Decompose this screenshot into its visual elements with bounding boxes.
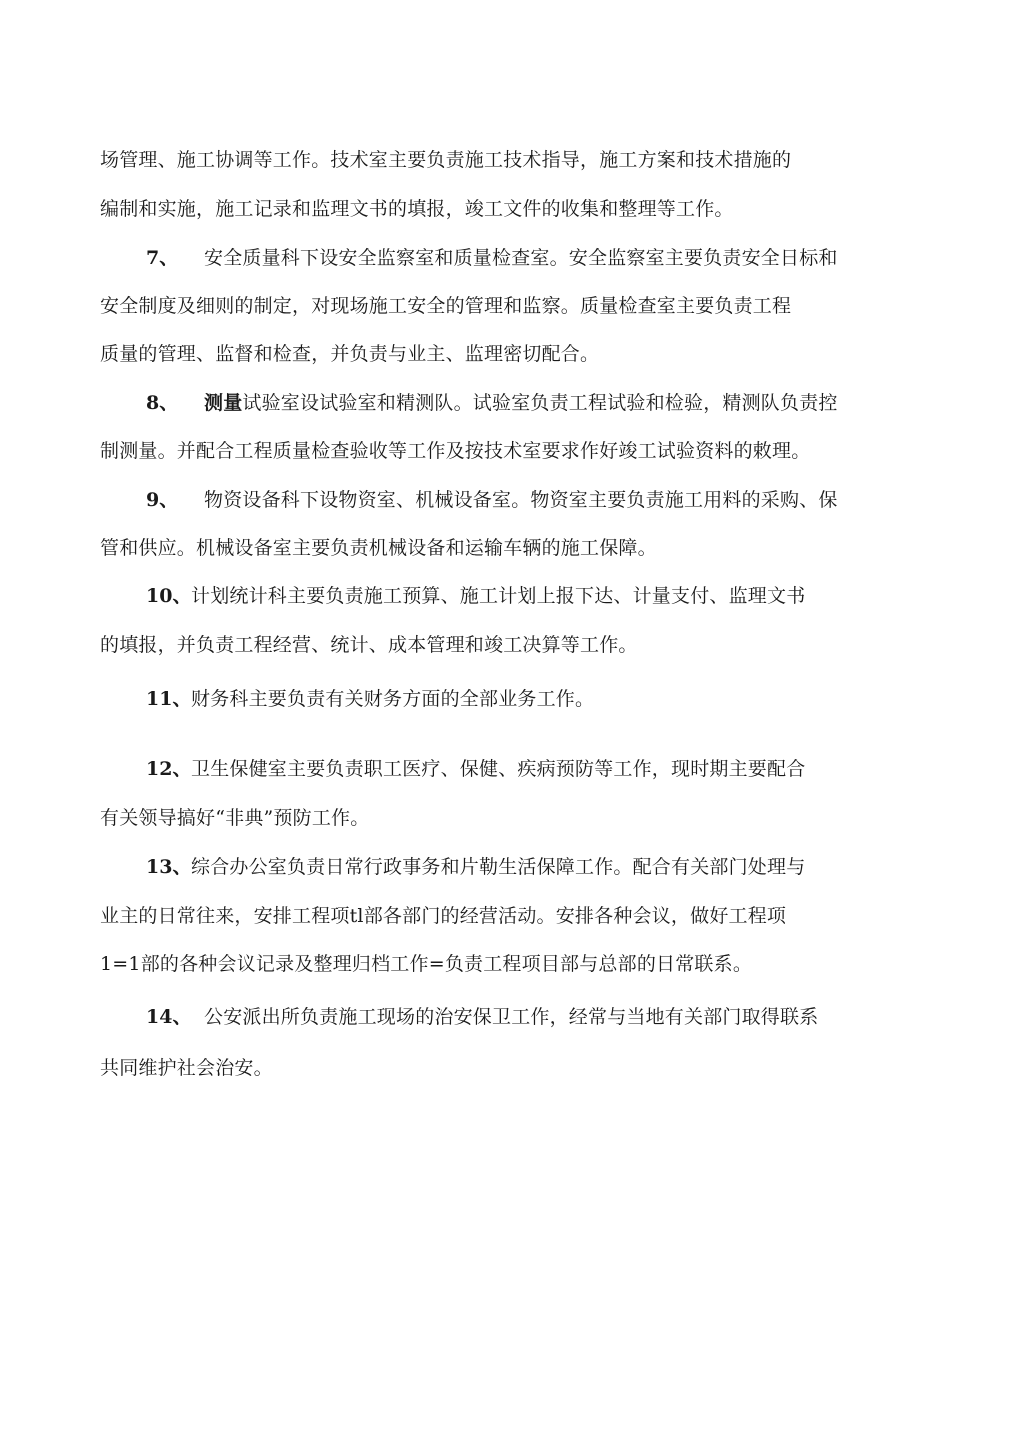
item-number: 10、 [146,585,192,607]
paragraph-line: 质量的管理、监督和检查，并负责与业主、监理密切配合。 [100,343,600,365]
paragraph-line: 管和供应。机械设备室主要负责机械设备和运输车辆的施工保障。 [100,537,657,559]
item-lead-text: 综合办公室负责日常行政事务和片勒生活保障工作。配合有关部门处理与 [191,856,806,878]
item-lead-text: 财务科主要负责有关财务方面的全部业务工作。 [191,688,595,710]
paragraph-line: 有关领导搞好“非典”预防工作。 [100,807,370,829]
paragraph-line: 业主的日常往来，安排工程项tl部各部门的经营活动。安排各种会议，做好工程项 [100,905,787,927]
item-number: 7、 [146,247,179,269]
item-number: 14、 [146,1006,192,1028]
paragraph-line: 编制和实施，施工记录和监理文书的填报，竣工文件的收集和整理等工作。 [100,198,734,220]
item-lead-text: 安全质量科下设安全监察室和质量检查室。安全监察室主要负责安全日标和 [204,247,838,269]
item-number: 12、 [146,758,192,780]
item-lead-text: 计划统计科主要负责施工预算、施工计划上报下达、计量支付、监理文书 [191,585,806,607]
item-lead [204,391,838,415]
paragraph-line: 制测量。并配合工程质量检查验收等工作及按技术室要求作好竣工试验资料的敕理。 [100,440,811,462]
paragraph-line: 安全制度及细则的制定，对现场施工安全的管理和监察。质量检查室主要负责工程 [100,295,792,317]
item-number: 9、 [146,489,179,511]
paragraph-line: 共同维护社会治安。 [100,1057,273,1079]
paragraph-line: 的填报，并负责工程经营、统计、成本管理和竣工决算等工作。 [100,634,638,656]
item-number: 13、 [146,856,192,878]
paragraph-line: 1=1部的各种会议记录及整理归档工作=负责工程项目部与总部的日常联系。 [100,953,753,975]
item-lead-text: 试验室设试验室和精测队。试验室负责工程试验和检验，精测队负责控 [242,392,838,414]
item-number: 8、 [146,392,179,414]
paragraph-line: 场管理、施工协调等工作。技术室主要负责施工技术指导，施工方案和技术措施的 [100,149,792,171]
item-lead-text: 公安派出所负责施工现场的治安保卫工作，经常与当地有关部门取得联系 [204,1006,819,1028]
item-lead-text: 卫生保健室主要负责职工医疗、保健、疾病预防等工作，现时期主要配合 [191,758,806,780]
item-number: 11、 [146,688,192,710]
item-lead-bold-text: 测量 [204,392,243,414]
item-lead-text: 物资设备科下设物资室、机械设备室。物资室主要负责施工用料的采购、保 [204,489,838,511]
